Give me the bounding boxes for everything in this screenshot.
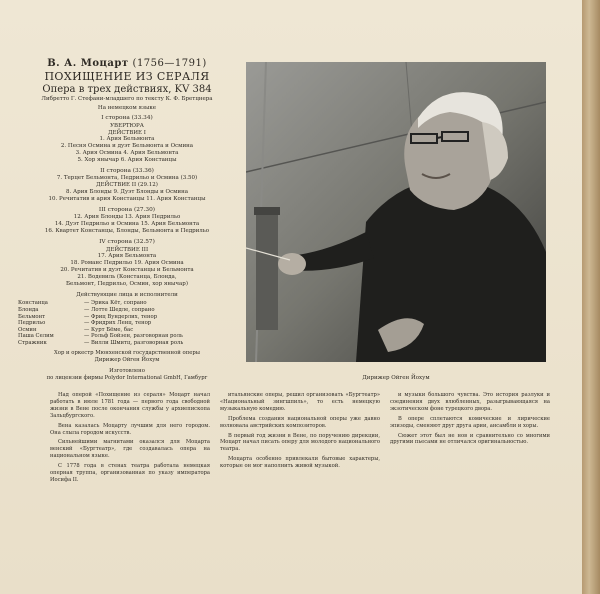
track-line: 16. Квартет Констанцы, Блонды, Бельмонта и Педрильо (44, 227, 210, 234)
track-line: 10. Речитатив и ария Констанцы 11. Ария Констанцы (48, 195, 206, 202)
side-title: III сторона (27.30) (98, 206, 156, 213)
photo-caption: Дирижер Ойген Йохум (362, 375, 430, 381)
role-name: Стражник (18, 339, 47, 346)
paragraph: С 1778 года в стенах театра работала немецкая оперная труппа, организованная по указу императора Иосифа II. (50, 463, 210, 483)
side-title: I сторона (33.34) (101, 115, 153, 121)
side-block (14, 115, 240, 164)
side-block (14, 207, 240, 235)
role-performer: — Курт Бёме, бас (84, 326, 134, 333)
track-line: ДЕЙСТВИЕ I (108, 129, 146, 136)
opera-subtitle: Опера в трех действиях, KV 384 (42, 84, 212, 95)
track-line: Бельмонт, Педрильо, Осмин, хор янычар) (66, 280, 188, 287)
conductor-photo-illustration (246, 62, 546, 362)
opera-title: ПОХИЩЕНИЕ ИЗ СЕРАЛЯ (44, 70, 210, 83)
sides-list (14, 115, 240, 287)
paragraph: Моцарта особенно привлекали бытовые характеры, которые он мог наполнить живой музыкой. (220, 456, 380, 470)
role-performer: — Фриц Вундерлих, тенор (84, 313, 158, 320)
cast-row (14, 340, 240, 347)
cast-row (14, 333, 240, 340)
text-column (390, 392, 550, 577)
role-name: Паша Селим (18, 333, 54, 340)
track-line: 18. Романс Педрильо 19. Ария Осмина (70, 260, 184, 267)
role-performer: — Вилли Шмитц, разговорная роль (84, 339, 184, 346)
role-name: Констанца (18, 300, 48, 307)
track-line: 7. Терцет Бельмонта, Педрильо и Осмина (3.50) (56, 175, 198, 182)
track-line: 2. Песня Осмина и дуэт Бельмонта и Осмина (60, 143, 194, 150)
role-performer: — Эрика Кёт, сопрано (84, 300, 147, 307)
header (14, 58, 240, 111)
roles-title: Действующие лица и исполнители (76, 292, 178, 299)
tracklist-column (14, 58, 240, 370)
license-note (14, 368, 240, 381)
track-line: 21. Водевиль (Констанца, Блонда, (77, 273, 177, 280)
cast-row (14, 314, 240, 321)
role-performer: — Фридрих Ленц, тенор (84, 320, 152, 327)
role-name: Бельмонт (18, 313, 46, 320)
cast-row (14, 300, 240, 307)
liner-notes (50, 392, 570, 577)
role-performer: — Лотте Шедле, сопрано (84, 306, 155, 313)
paragraph: Сюжет этот был не нов и сравнительно со многими другими пьесами не отличался оригинальностью. (390, 432, 550, 446)
paragraph: и музыки большого чувства. Это история разлуки и соединения двух влюбленных, разыгрывающаяся на экзотическом фоне турецкого двора. (390, 392, 550, 412)
cast-row (14, 320, 240, 327)
paragraph: В первый год жизни в Вене, по поручению дирекции, Моцарт начал писать оперу для молодого национального театра. (220, 432, 380, 453)
side-block (14, 239, 240, 288)
track-line: 8. Ария Блонды 9. Дуэт Блонды и Осмина (65, 188, 189, 195)
paragraph: итальянские оперы, решил организовать «Бургтеатр» «Национальный зингшпиль», то есть немецкую музыкальную комедию. (220, 392, 380, 412)
cast-row (14, 307, 240, 314)
paragraph: Вена казалась Моцарту лучшим для него городом. Она слыла городом искусств. (50, 422, 210, 436)
track-line: 12. Ария Блонды 13. Ария Педрильо (73, 214, 181, 221)
role-name: Блонда (18, 306, 39, 313)
track-line: УВЕРТЮРА (110, 122, 144, 129)
choir-line: Дирижер Ойген Йохум (94, 357, 160, 364)
libretto-credit: Либретто Г. Стефани-младшего по тексту К. Ф. Бретцнера (41, 96, 213, 102)
choir-credit (14, 350, 240, 363)
sleeve-edge (582, 0, 600, 594)
role-name: Педрильо (18, 320, 46, 327)
track-line: ДЕЙСТВИЕ II (29.12) (96, 182, 158, 189)
side-title: IV сторона (32.57) (99, 238, 155, 245)
paragraph: Над оперой «Похищение из сераля» Моцарт начал работать в июле 1781 года — первого года свободной жизни в Вене после окончания службы у архиепископа Зальцбургского. (50, 392, 210, 419)
conductor-photo (246, 62, 546, 362)
cast-list (14, 300, 240, 346)
paragraph: Проблема создания национальной оперы уже давно волновала австрийских композиторов. (220, 415, 380, 429)
track-line: 1. Ария Бельмонта (99, 136, 155, 143)
text-column (50, 392, 210, 577)
track-line: 3. Ария Осмина 4. Ария Бельмонта (75, 149, 179, 156)
track-line: 5. Хор янычар 6. Ария Констанцы (77, 156, 177, 163)
text-column (220, 392, 380, 577)
track-line: 17. Ария Бельмонта (97, 253, 157, 260)
track-line: ДЕЙСТВИЕ III (105, 246, 149, 253)
license-line: по лицензии фирмы Polydor International GmbH, Гамбург (46, 374, 208, 381)
track-line: 14. Дуэт Педрильо и Осмина 15. Ария Бельмонта (54, 221, 200, 228)
role-performer: — Рольф Бойзен, разговорная роль (84, 333, 183, 340)
side-block (14, 168, 240, 203)
license-line: Изготовлено (109, 368, 145, 374)
track-line: 20. Речитатив и дуэт Констанцы и Бельмонта (60, 266, 194, 273)
side-title: II сторона (33.36) (100, 167, 154, 174)
choir-line: Хор и оркестр Мюнхенской государственной оперы (54, 350, 200, 357)
language-note: На немецком языке (97, 105, 157, 111)
role-name: Осмин (18, 326, 37, 333)
composer: В. А. Моцарт (1756—1791) (47, 58, 207, 69)
paragraph: Сильнейшими магнитами оказался для Моцарта венский «Бургтеатр», где создавалась опера на национальном языке. (50, 439, 210, 460)
paragraph: В опере сплетаются комические и лирические эпизоды, сменяют друг друга арии, ансамбли и хоры. (390, 415, 550, 429)
